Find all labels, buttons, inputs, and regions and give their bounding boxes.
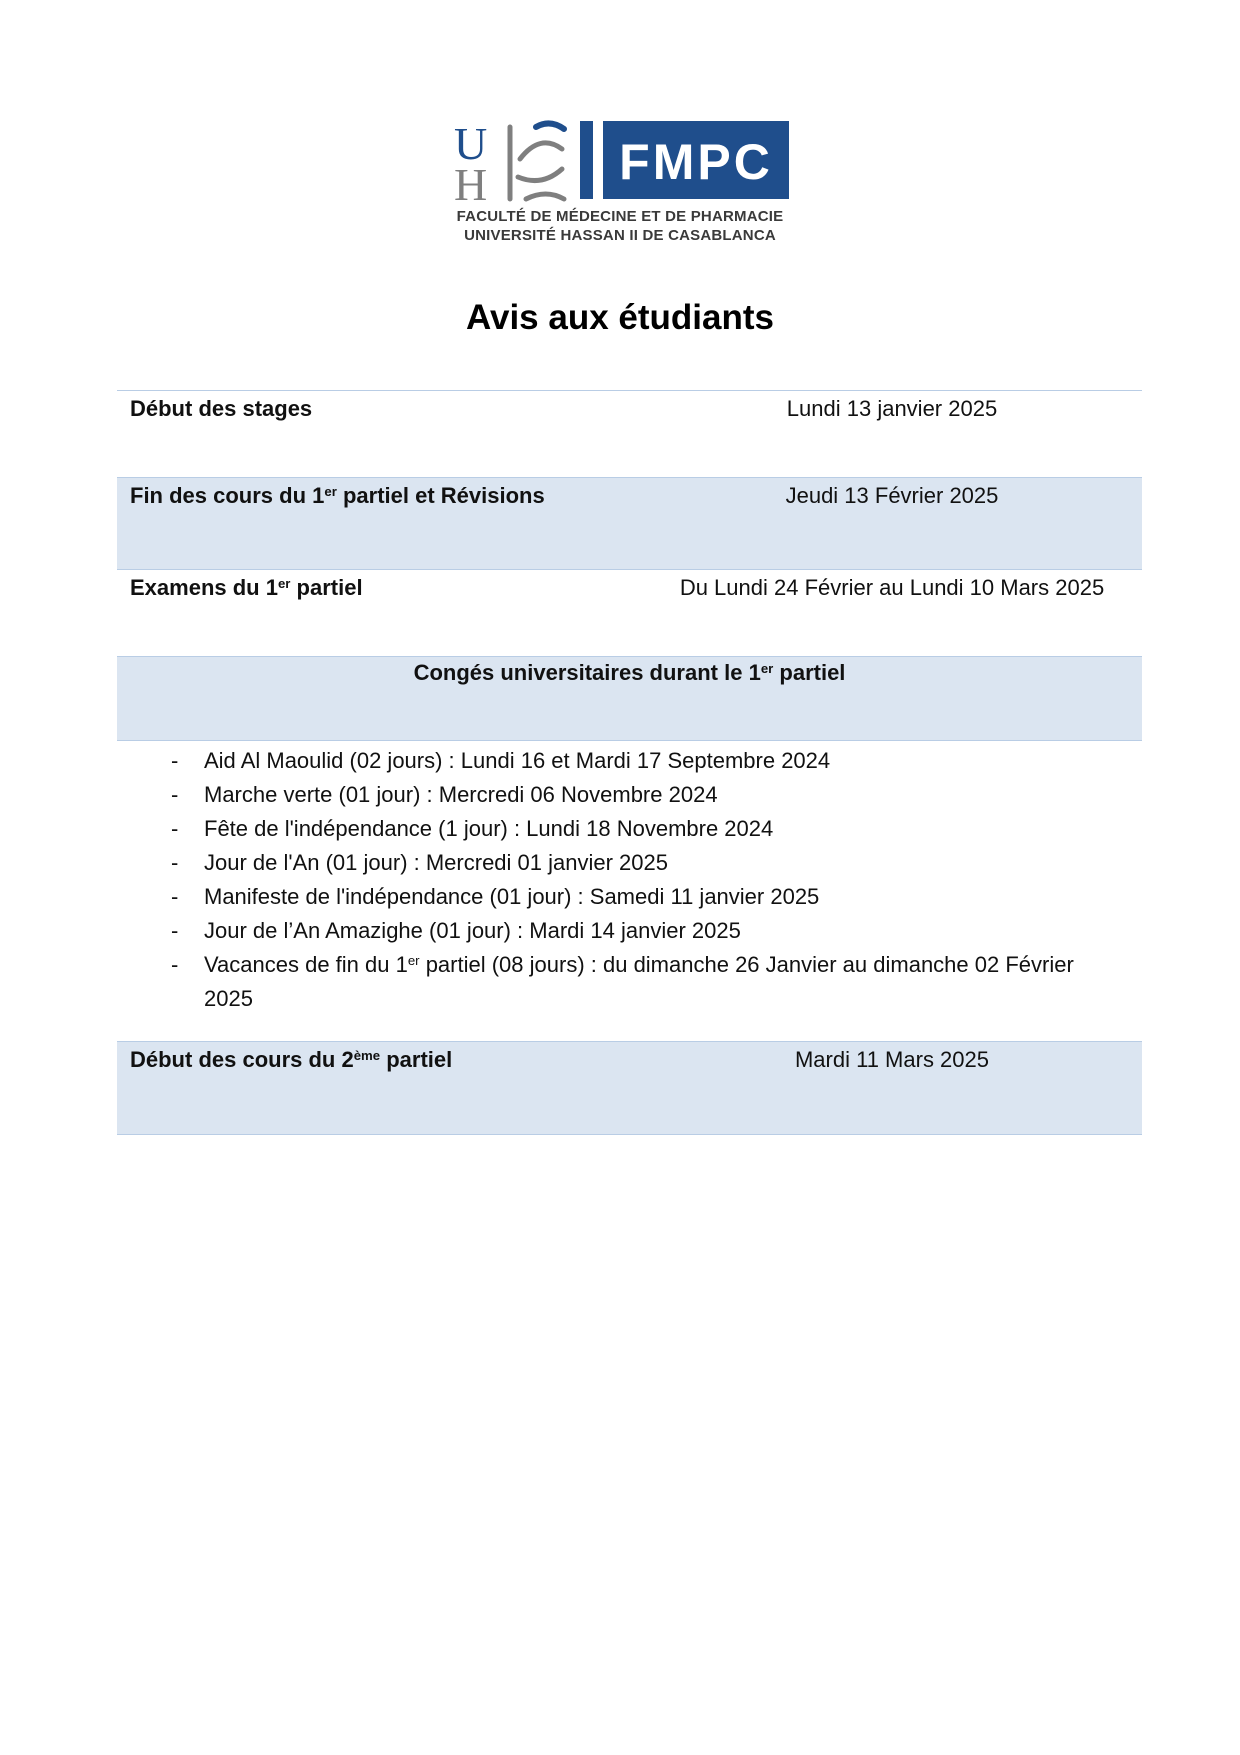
label-text-rest: partiel et Révisions [336, 483, 545, 508]
label-text-rest: partiel [290, 575, 363, 600]
item-text-rest: partiel (08 jours) : du dimanche 26 Janvier au dimanche 02 Février 2025 [204, 952, 1074, 1011]
row-date: Mardi 11 Mars 2025 [794, 1047, 989, 1072]
heading-text: Congés universitaires durant le 1 [413, 660, 761, 685]
list-item [171, 812, 1109, 846]
fmpc-logo [450, 115, 795, 205]
list-item-text [204, 948, 1109, 1016]
label-text: Début des cours du 2 [130, 1047, 354, 1072]
heading-superscript: er [760, 660, 774, 676]
label-superscript: er [277, 575, 291, 591]
list-item-text: Marche verte (01 jour) : Mercredi 06 Novembre 2024 [204, 782, 718, 807]
row-label [130, 1047, 452, 1073]
label-superscript: er [324, 483, 337, 499]
label-text-rest: partiel [380, 1047, 453, 1072]
item-superscript: er [407, 952, 420, 968]
row-date: Lundi 13 janvier 2025 [786, 396, 998, 421]
row-date: Jeudi 13 Février 2025 [785, 483, 999, 508]
list-item [171, 744, 1109, 778]
bullet-dash: - [171, 816, 179, 841]
faculty-name: FACULTÉ DE MÉDECINE ET DE PHARMACIE [456, 208, 784, 225]
row-fin-cours [117, 477, 1142, 569]
logo-letter-h: H [454, 159, 488, 205]
logo-divider-bar [580, 121, 593, 199]
row-label: Début des stages [130, 396, 313, 421]
bullet-dash: - [171, 748, 179, 773]
section-heading [117, 660, 1142, 686]
list-item-text: Manifeste de l'indépendance (01 jour) : Samedi 11 janvier 2025 [204, 884, 820, 909]
list-item-text: Fête de l'indépendance (1 jour) : Lundi 18 Novembre 2024 [204, 816, 774, 841]
row-examens [117, 569, 1142, 656]
heading-text-rest: partiel [773, 660, 846, 685]
logo-calligraphy [510, 123, 564, 199]
page-title: Avis aux étudiants [466, 298, 774, 337]
logo-acronym: FMPC [619, 134, 773, 190]
item-text-start: Vacances de fin du 1 [204, 952, 408, 977]
university-name: UNIVERSITÉ HASSAN II DE CASABLANCA [464, 227, 776, 244]
list-item-text: Jour de l'An (01 jour) : Mercredi 01 janvier 2025 [204, 850, 668, 875]
row-date: Du Lundi 24 Février au Lundi 10 Mars 2025 [679, 575, 1105, 600]
list-item [171, 880, 1109, 914]
label-text: Fin des cours du 1 [130, 483, 325, 508]
row-debut-stages [117, 390, 1142, 477]
label-superscript: ème [353, 1047, 381, 1063]
list-item [171, 778, 1109, 812]
list-item [171, 846, 1109, 880]
list-item [171, 948, 1109, 1016]
list-item-text: Jour de l’An Amazighe (01 jour) : Mardi 14 janvier 2025 [204, 918, 741, 943]
row-label [130, 483, 545, 509]
row-conges-heading [117, 656, 1142, 740]
logo-letter-u: U [454, 118, 488, 169]
row-debut-second-partiel [117, 1041, 1142, 1135]
holiday-list [171, 744, 1109, 1016]
list-item [171, 914, 1109, 948]
bullet-dash: - [171, 918, 179, 943]
bullet-dash: - [171, 952, 179, 977]
label-text: Examens du 1 [130, 575, 278, 600]
row-label [130, 575, 363, 601]
bullet-dash: - [171, 850, 179, 875]
list-item-text: Aid Al Maoulid (02 jours) : Lundi 16 et Mardi 17 Septembre 2024 [204, 748, 831, 773]
bullet-dash: - [171, 782, 179, 807]
bullet-dash: - [171, 884, 179, 909]
